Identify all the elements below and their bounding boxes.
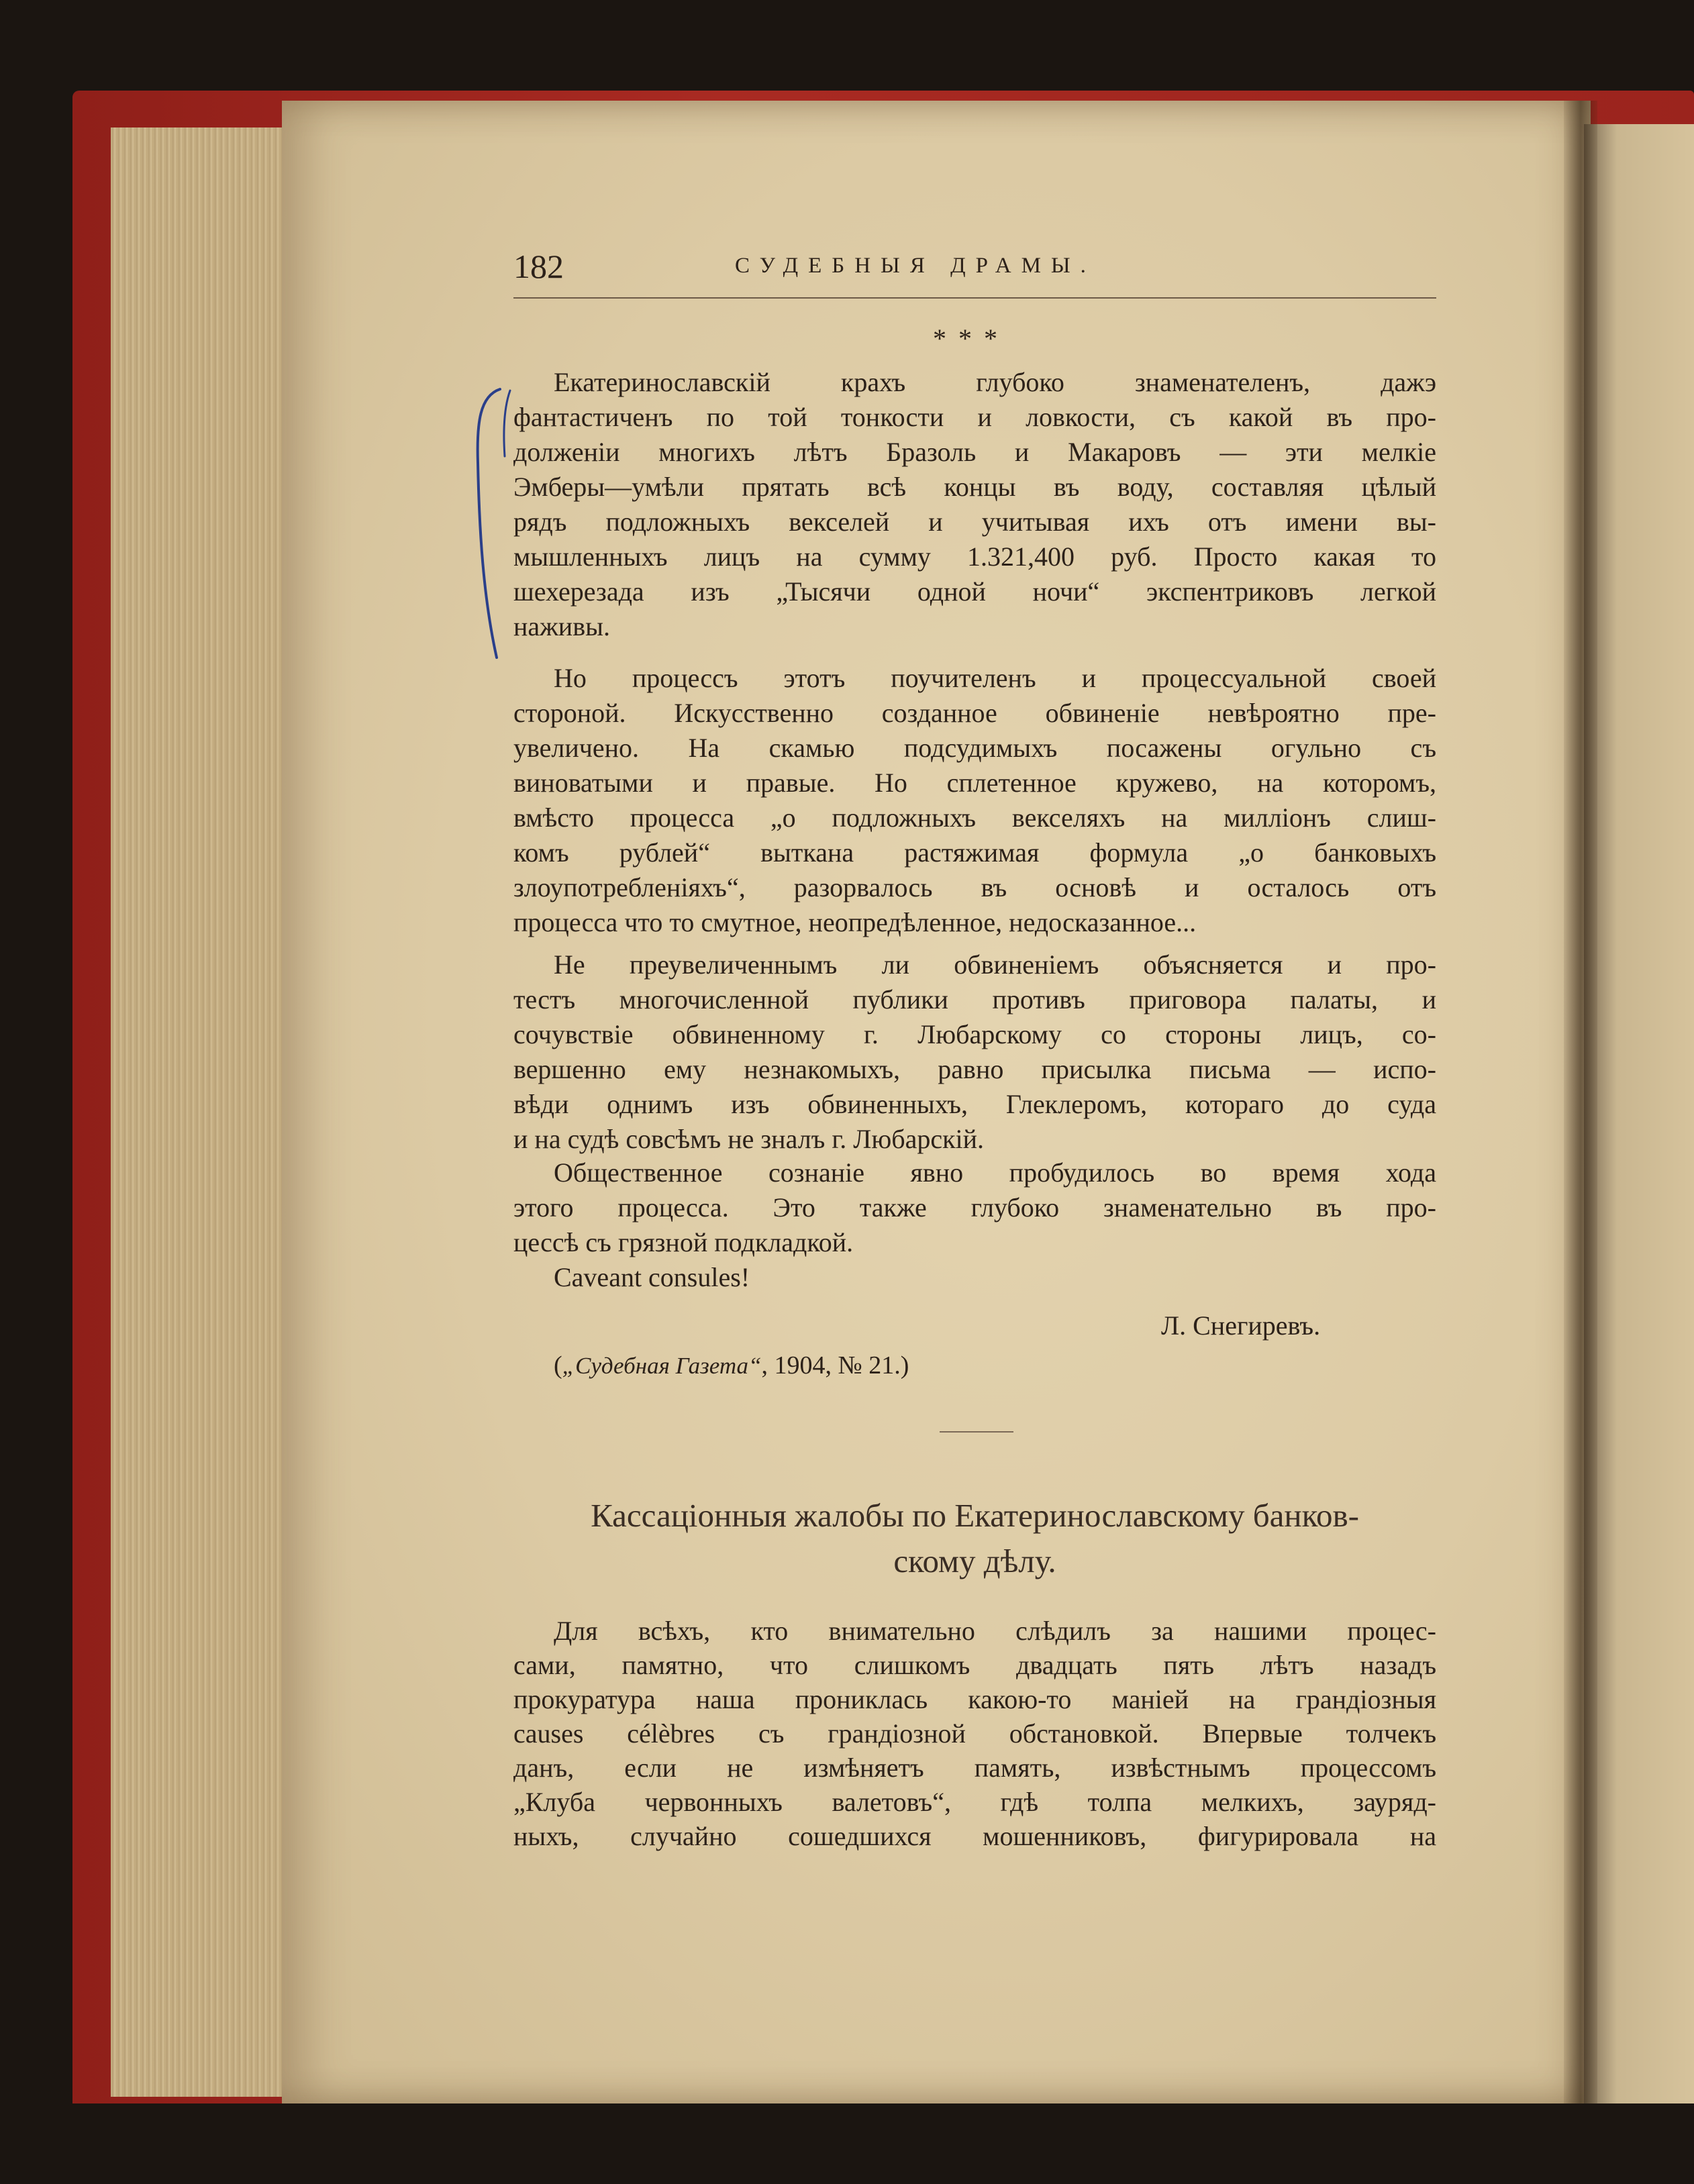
citation-open: ( xyxy=(554,1351,562,1380)
paragraph-line: стороной. Искусственно созданное обвиненіе невѣроятно пре- xyxy=(513,698,1436,728)
paragraph-line: злоупотребленіяхъ“, разорвалось въ основѣ и осталось отъ xyxy=(513,872,1436,902)
section-separator xyxy=(940,1431,1013,1433)
article-body-line: данъ, если не измѣняетъ память, извѣстнымъ процессомъ xyxy=(513,1753,1436,1783)
citation-source: „Судебная Газета“ xyxy=(562,1353,762,1379)
article-body-line: Для всѣхъ, кто внимательно слѣдилъ за нашими процес- xyxy=(554,1616,1436,1646)
paragraph-line: вершенно ему незнакомыхъ, равно присылка письма — испо- xyxy=(513,1054,1436,1084)
paragraph-line: комъ рублей“ выткана растяжимая формула „о банковыхъ xyxy=(513,837,1436,868)
paragraph-line: сочувствіе обвиненному г. Любарскому со стороны лицъ, со- xyxy=(513,1019,1436,1049)
pencil-margin-bracket xyxy=(463,382,517,664)
running-head: СУДЕБНЫЯ ДРАМЫ. xyxy=(735,254,1096,278)
paragraph-line: увеличено. На скамью подсудимыхъ посажены огульно съ xyxy=(513,733,1436,763)
article-body-line: „Клуба червонныхъ валетовъ“, гдѣ толпа мелкихъ, зауряд- xyxy=(513,1787,1436,1817)
article-title-line: Кассаціонныя жалобы по Екатеринославскому банков- xyxy=(591,1497,1359,1534)
paragraph-line: тестъ многочисленной публики противъ приговора палаты, и xyxy=(513,984,1436,1015)
article-body-line: прокуратура наша прониклась какою-то маніей на грандіозныя xyxy=(513,1684,1436,1714)
source-citation xyxy=(554,1351,909,1380)
header-rule xyxy=(513,297,1436,299)
page-number: 182 xyxy=(513,248,564,285)
citation-details: , 1904, № 21.) xyxy=(761,1351,909,1380)
paragraph-line: вмѣсто процесса „о подложныхъ векселяхъ на милліонъ слиш- xyxy=(513,802,1436,833)
paragraph-line: цессѣ съ грязной подкладкой. xyxy=(513,1227,854,1257)
paragraph-line: мышленныхъ лицъ на сумму 1.321,400 руб. Просто какая то xyxy=(513,541,1436,572)
facing-page-edge xyxy=(1584,124,1694,2103)
paragraph-line: Не преувеличеннымъ ли обвиненіемъ объясняется и про- xyxy=(554,949,1436,980)
paragraph-line: и на судѣ совсѣмъ не зналъ г. Любарскій. xyxy=(513,1124,985,1154)
paragraph-line: Екатеринославскій крахъ глубоко знаменателенъ, дажэ xyxy=(554,367,1436,397)
page-header xyxy=(513,247,1436,301)
paragraph-line: Эмберы—умѣли прятать всѣ концы въ воду, составляя цѣлый xyxy=(513,472,1436,502)
article-title-line: скому дѣлу. xyxy=(893,1543,1056,1579)
article-body-line: ныхъ, случайно сошедшихся мошенниковъ, фигурировала на xyxy=(513,1821,1436,1851)
paragraph-line: вѣди однимъ изъ обвиненныхъ, Глеклеромъ, котораго до суда xyxy=(513,1089,1436,1119)
paragraph-line: процесса что то смутное, неопредѣленное, недосказанное... xyxy=(513,907,1197,937)
paragraph-line: Общественное сознаніе явно пробудилось во время хода xyxy=(554,1157,1436,1188)
article-title xyxy=(513,1493,1436,1584)
paragraph-line: наживы. xyxy=(513,611,610,641)
paragraph-line: долженіи многихъ лѣтъ Бразоль и Макаровъ — эти мелкіе xyxy=(513,437,1436,467)
paragraph-line: фантастиченъ по той тонкости и ловкости, съ какой въ про- xyxy=(513,402,1436,432)
paragraph-line: рядъ подложныхъ векселей и учитывая ихъ отъ имени вы- xyxy=(513,507,1436,537)
author-signature: Л. Снегиревъ. xyxy=(1161,1310,1321,1341)
paragraph-line: Но процессъ этотъ поучителенъ и процессуальной своей xyxy=(554,663,1436,693)
paragraph-line: этого процесса. Это также глубоко знаменательно въ про- xyxy=(513,1192,1436,1223)
article-body-line: сами, памятно, что слишкомъ двадцать пять лѣтъ назадъ xyxy=(513,1650,1436,1680)
section-asterism: * * * xyxy=(933,323,1000,354)
article-body-line: causes célèbres съ грандіозной обстановкой. Впервые толчекъ xyxy=(513,1718,1436,1749)
paragraph-line: виноватыми и правые. Но сплетенное кружево, на которомъ, xyxy=(513,768,1436,798)
book-gutter xyxy=(1564,101,1597,2103)
paragraph-line: Caveant consules! xyxy=(554,1262,750,1292)
paragraph-line: шехерезада изъ „Тысячи одной ночи“ экспентриковъ легкой xyxy=(513,576,1436,607)
